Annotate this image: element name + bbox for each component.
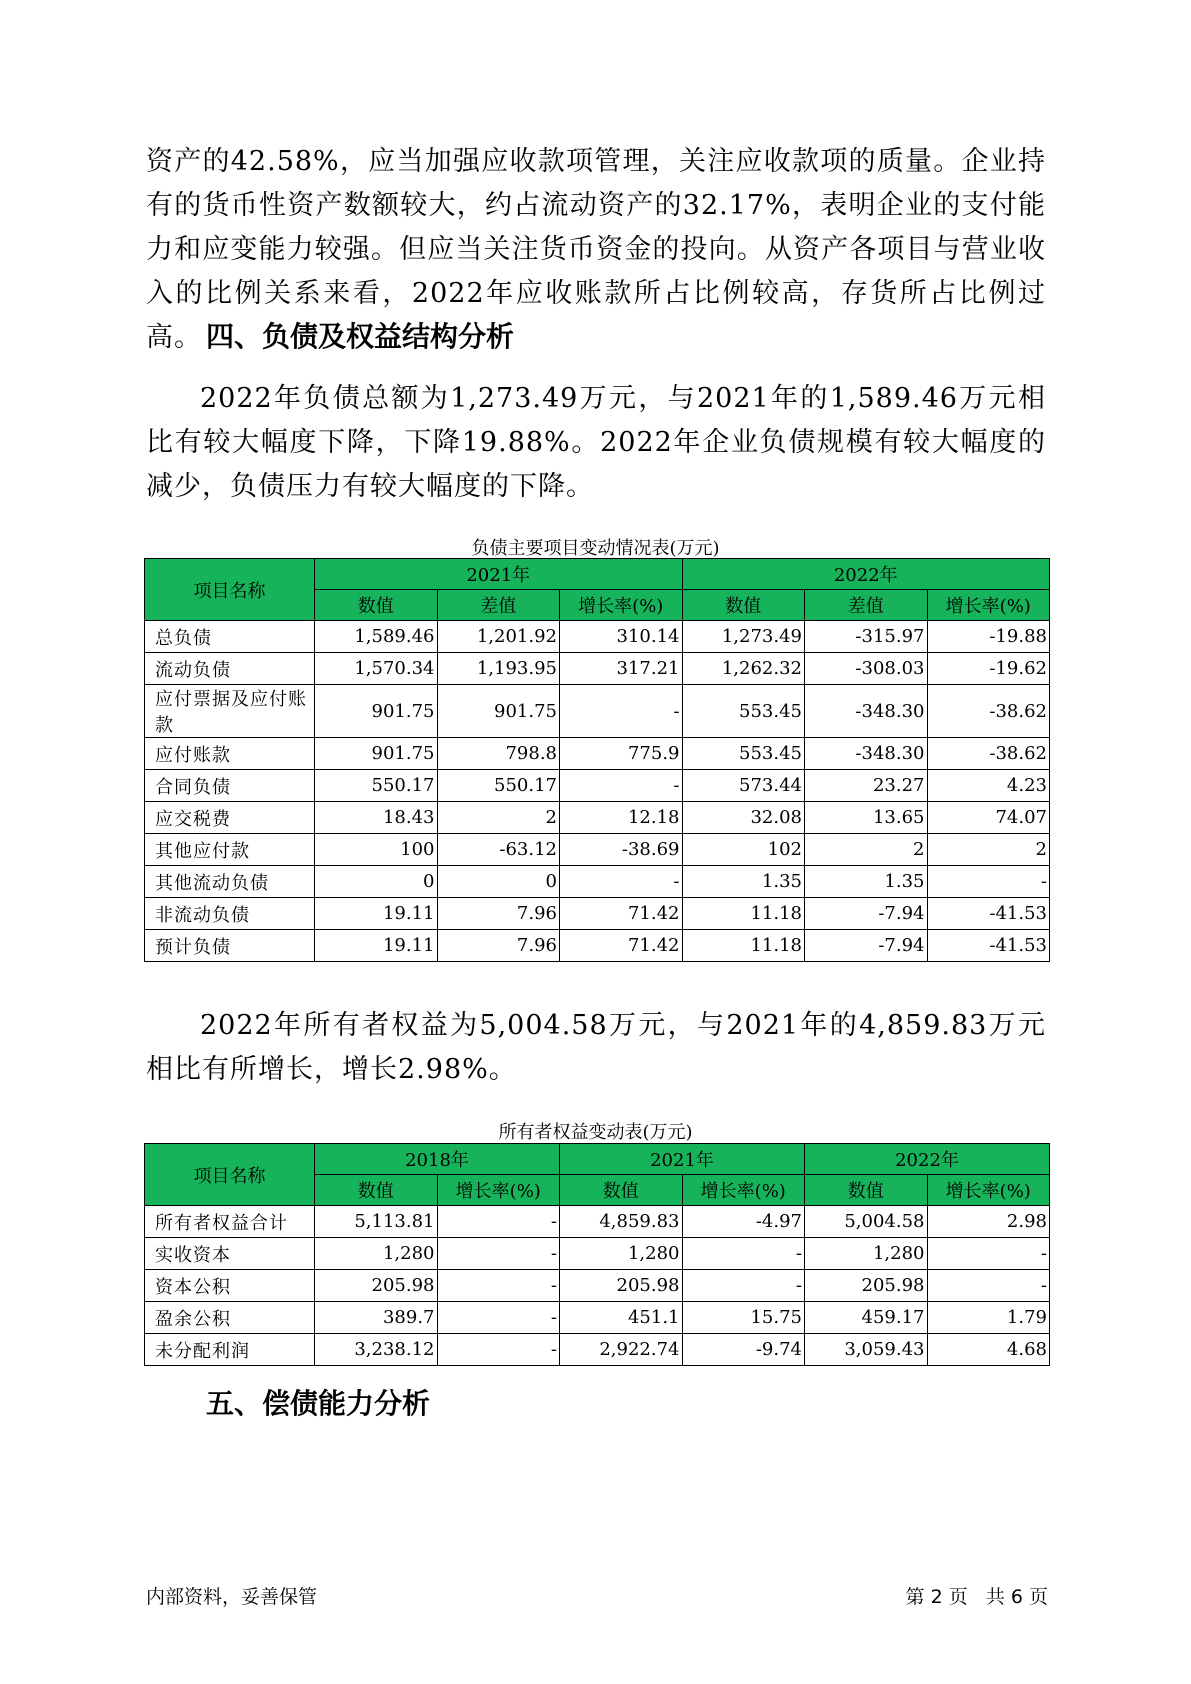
table-cell: 901.75: [315, 685, 438, 738]
footer-page-number: 第 2 页 共 6 页: [905, 1586, 1048, 1608]
table-cell: 74.07: [927, 802, 1050, 834]
equity-summary-paragraph: 2022年所有者权益为5,004.58万元，与2021年的4,859.83万元相比有所增长，增长2.98%。: [146, 1010, 1046, 1085]
table-cell: -315.97: [805, 621, 928, 653]
table-row: [145, 1238, 1050, 1270]
table-cell: -38.69: [560, 834, 683, 866]
table-row: [145, 653, 1050, 685]
table-cell: -: [927, 866, 1050, 898]
table-cell: 2.98: [927, 1206, 1050, 1238]
table-row: [145, 866, 1050, 898]
table-cell: 459.17: [805, 1302, 928, 1334]
table-cell: 0: [315, 866, 438, 898]
table-cell: 317.21: [560, 653, 683, 685]
table-cell: 573.44: [682, 770, 805, 802]
row-label: 总负债: [145, 621, 315, 653]
row-label: 应交税费: [145, 802, 315, 834]
table-cell: 775.9: [560, 738, 683, 770]
table-cell: 7.96: [437, 930, 560, 962]
growth-rate-header: 增长率(%): [927, 1175, 1050, 1206]
table-cell: 1.35: [682, 866, 805, 898]
table-cell: 550.17: [315, 770, 438, 802]
value-header: 数值: [805, 1175, 928, 1206]
table-row: [145, 1334, 1050, 1366]
section-5-heading: 五、偿债能力分析: [206, 1387, 431, 1420]
table-cell: -: [437, 1238, 560, 1270]
table-row: [145, 834, 1050, 866]
value-header: 数值: [315, 1175, 438, 1206]
growth-rate-header: 增长率(%): [682, 1175, 805, 1206]
table-cell: -: [437, 1302, 560, 1334]
table-cell: 205.98: [560, 1270, 683, 1302]
year-header: 2021年: [315, 559, 683, 590]
table-cell: 7.96: [437, 898, 560, 930]
table-cell: -: [437, 1206, 560, 1238]
table-cell: 12.18: [560, 802, 683, 834]
table-cell: 1,280: [805, 1238, 928, 1270]
table-cell: -: [560, 866, 683, 898]
year-header: 2022年: [682, 559, 1050, 590]
row-label: 盈余公积: [145, 1302, 315, 1334]
year-header: 2022年: [805, 1144, 1050, 1175]
table-cell: -: [437, 1270, 560, 1302]
table-cell: 205.98: [315, 1270, 438, 1302]
table-cell: -38.62: [927, 738, 1050, 770]
value-header: 数值: [560, 1175, 683, 1206]
table-cell: 1,273.49: [682, 621, 805, 653]
table-cell: 1,193.95: [437, 653, 560, 685]
table-cell: -4.97: [682, 1206, 805, 1238]
table-cell: -: [560, 770, 683, 802]
row-label: 所有者权益合计: [145, 1206, 315, 1238]
row-label: 非流动负债: [145, 898, 315, 930]
table-cell: 19.11: [315, 930, 438, 962]
table-cell: 3,238.12: [315, 1334, 438, 1366]
row-label: 应付票据及应付账款: [145, 685, 315, 738]
value-header: 数值: [682, 590, 805, 621]
table-cell: 1,201.92: [437, 621, 560, 653]
table-cell: -: [560, 685, 683, 738]
table-cell: 2: [927, 834, 1050, 866]
table-row: [145, 621, 1050, 653]
table-cell: -: [682, 1270, 805, 1302]
table-cell: 100: [315, 834, 438, 866]
growth-rate-header: 增长率(%): [437, 1175, 560, 1206]
table-cell: -19.62: [927, 653, 1050, 685]
table-cell: -: [437, 1334, 560, 1366]
table-cell: 389.7: [315, 1302, 438, 1334]
table-cell: 901.75: [437, 685, 560, 738]
growth-rate-header: 增长率(%): [560, 590, 683, 621]
value-header: 数值: [315, 590, 438, 621]
table-cell: -7.94: [805, 898, 928, 930]
table-cell: 451.1: [560, 1302, 683, 1334]
table-cell: 71.42: [560, 898, 683, 930]
table-cell: -: [927, 1270, 1050, 1302]
liability-summary-paragraph: 2022年负债总额为1,273.49万元，与2021年的1,589.46万元相比有较大幅度下降，下降19.88%。2022年企业负债规模有较大幅度的减少，负债压力有较大幅度的下降。: [146, 383, 1046, 502]
table-cell: 23.27: [805, 770, 928, 802]
table-cell: 205.98: [805, 1270, 928, 1302]
row-label: 未分配利润: [145, 1334, 315, 1366]
table-cell: 13.65: [805, 802, 928, 834]
intro-paragraph: 资产的42.58%，应当加强应收款项管理，关注应收款项的质量。企业持有的货币性资产数额较大，约占流动资产的32.17%，表明企业的支付能力和应变能力较强。但应当关注货币资金的投向。从资产各项目与营业收入的比例关系来看，2022年应收账款所占比例较高，存货所占比例过高。: [146, 146, 1046, 353]
section-4-heading: 四、负债及权益结构分析: [206, 320, 515, 353]
table-cell: -308.03: [805, 653, 928, 685]
table-cell: 4.68: [927, 1334, 1050, 1366]
table-row: [145, 738, 1050, 770]
table-cell: -9.74: [682, 1334, 805, 1366]
year-header: 2021年: [560, 1144, 805, 1175]
row-label: 应付账款: [145, 738, 315, 770]
table-cell: 1.79: [927, 1302, 1050, 1334]
table-row: [145, 1302, 1050, 1334]
table-cell: 2: [805, 834, 928, 866]
table-cell: 11.18: [682, 930, 805, 962]
row-label: 其他应付款: [145, 834, 315, 866]
name-column-header: 项目名称: [145, 559, 315, 621]
equity-table: [144, 1143, 1050, 1366]
row-label: 其他流动负债: [145, 866, 315, 898]
table-cell: 15.75: [682, 1302, 805, 1334]
row-label: 实收资本: [145, 1238, 315, 1270]
table-cell: -63.12: [437, 834, 560, 866]
table-cell: -: [927, 1238, 1050, 1270]
table-cell: 19.11: [315, 898, 438, 930]
growth-rate-header: 增长率(%): [927, 590, 1050, 621]
table-cell: 553.45: [682, 738, 805, 770]
table-cell: 550.17: [437, 770, 560, 802]
table-cell: 310.14: [560, 621, 683, 653]
name-column-header: 项目名称: [145, 1144, 315, 1206]
row-label: 合同负债: [145, 770, 315, 802]
table-cell: -348.30: [805, 738, 928, 770]
table-cell: -19.88: [927, 621, 1050, 653]
table-row: [145, 1206, 1050, 1238]
table-cell: 1,280: [315, 1238, 438, 1270]
table-cell: -348.30: [805, 685, 928, 738]
table-cell: 553.45: [682, 685, 805, 738]
table-cell: 901.75: [315, 738, 438, 770]
table-row: [145, 802, 1050, 834]
table-cell: 32.08: [682, 802, 805, 834]
table-cell: -38.62: [927, 685, 1050, 738]
row-label: 资本公积: [145, 1270, 315, 1302]
table-row: [145, 898, 1050, 930]
table-cell: -: [682, 1238, 805, 1270]
table-cell: 4.23: [927, 770, 1050, 802]
table-cell: -7.94: [805, 930, 928, 962]
table-cell: 0: [437, 866, 560, 898]
table-cell: 5,004.58: [805, 1206, 928, 1238]
table-cell: 11.18: [682, 898, 805, 930]
year-header: 2018年: [315, 1144, 560, 1175]
table-cell: 102: [682, 834, 805, 866]
table-row: [145, 1270, 1050, 1302]
row-label: 预计负债: [145, 930, 315, 962]
table-cell: 4,859.83: [560, 1206, 683, 1238]
table-cell: 1,570.34: [315, 653, 438, 685]
table-cell: -41.53: [927, 898, 1050, 930]
liability-table: [144, 558, 1050, 962]
table-cell: 1,262.32: [682, 653, 805, 685]
table-row: [145, 685, 1050, 738]
table-cell: 2,922.74: [560, 1334, 683, 1366]
table-cell: 18.43: [315, 802, 438, 834]
table-row: [145, 930, 1050, 962]
table-cell: 1,589.46: [315, 621, 438, 653]
row-label: 流动负债: [145, 653, 315, 685]
table-cell: 1.35: [805, 866, 928, 898]
diff-header: 差值: [805, 590, 928, 621]
table-cell: 2: [437, 802, 560, 834]
table-cell: 71.42: [560, 930, 683, 962]
table-cell: 3,059.43: [805, 1334, 928, 1366]
table-cell: 1,280: [560, 1238, 683, 1270]
equity-table-caption: 所有者权益变动表(万元): [498, 1122, 693, 1143]
footer-confidential-note: 内部资料，妥善保管: [146, 1586, 318, 1608]
table-cell: -41.53: [927, 930, 1050, 962]
table-cell: 5,113.81: [315, 1206, 438, 1238]
table-cell: 798.8: [437, 738, 560, 770]
table-row: [145, 770, 1050, 802]
liability-table-caption: 负债主要项目变动情况表(万元): [471, 538, 720, 559]
diff-header: 差值: [437, 590, 560, 621]
